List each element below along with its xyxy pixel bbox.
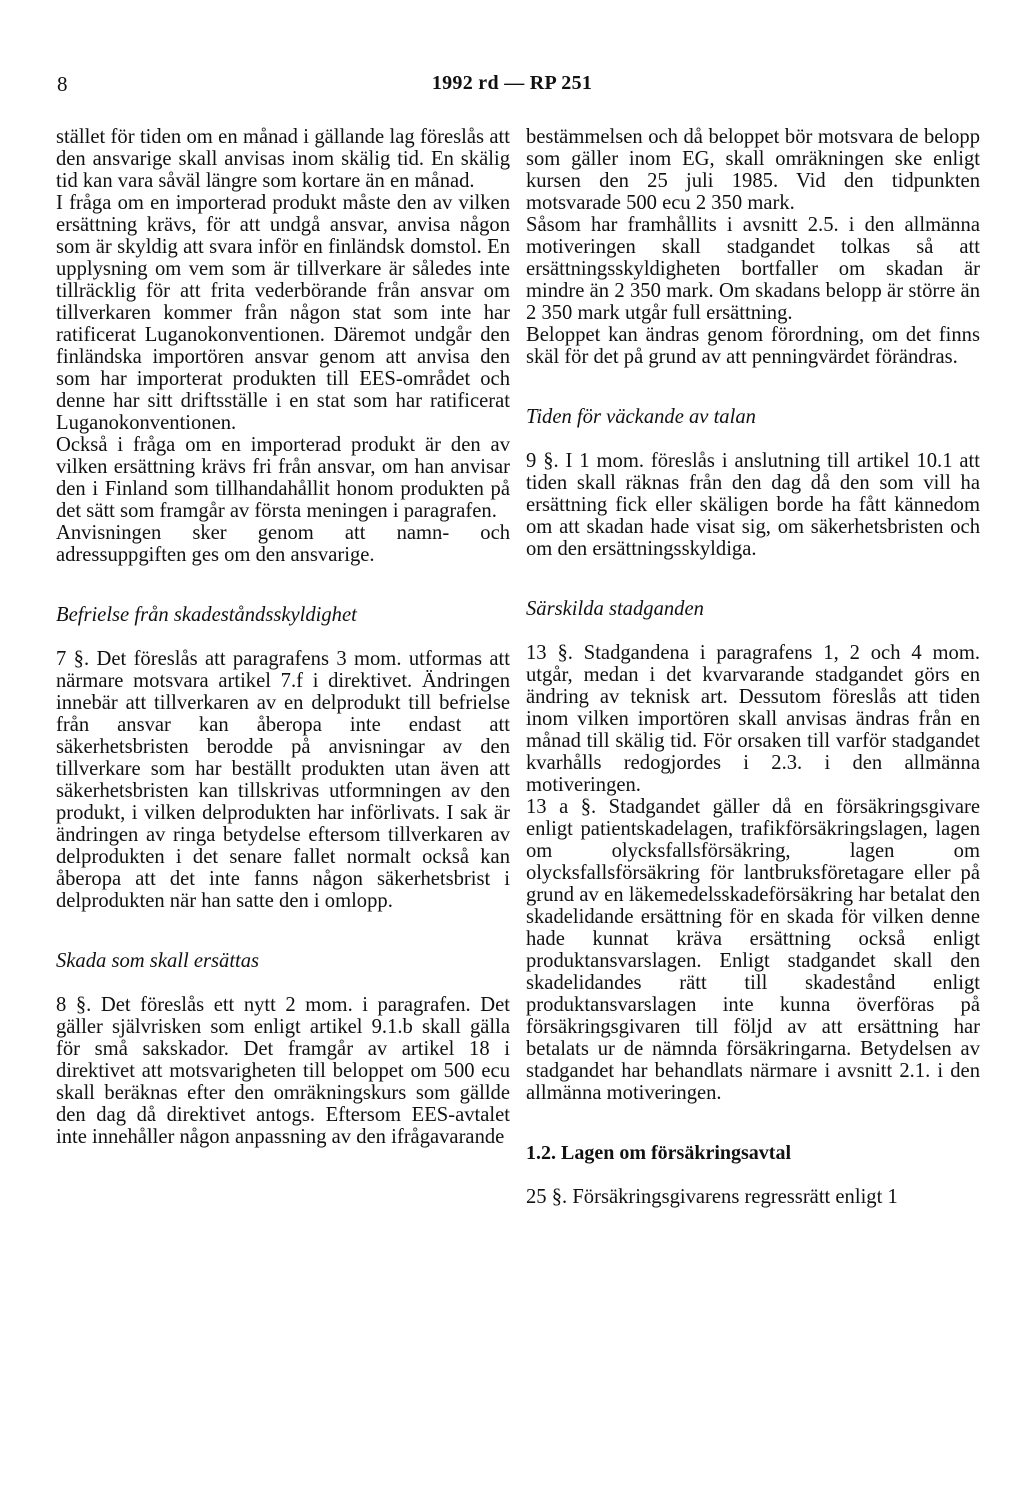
paragraph: Såsom har framhållits i avsnitt 2.5. i den allmänna motiveringen skall stadgandet tolkas så att ersättningsskyldigheten bortfaller om skadan är mindre än 2 350 mark. Om skadans belopp är större än 2 350 mark utgår full ersättning. <box>526 214 980 324</box>
right-column <box>526 126 980 1208</box>
section-heading: Befrielse från skadeståndsskyldighet <box>56 604 357 626</box>
paragraph: 8 §. Det föreslås ett nytt 2 mom. i paragrafen. Det gäller självrisken som enligt artikel 9.1.b skall gälla för små sakskador. Det framgår av artikel 18 i direktivet att motsvarigheten till beloppet om 500 ecu skall beräknas efter den omräkningskurs som gällde den dag då direktivet antogs. Eftersom EES-avtalet inte innehåller någon anpassning av den ifrågavarande <box>56 994 510 1148</box>
paragraph: 13 §. Stadgandena i paragrafens 1, 2 och 4 mom. utgår, medan i det kvarvarande stadgandet görs en ändring av teknisk art. Dessutom föreslås att tiden inom vilken importören skall anvisas ändras från en månad till skälig tid. För orsaken till varför stadgandet kvarhålls redogjordes i 2.3. i den allmänna motiveringen. <box>526 642 980 796</box>
paragraph: 25 §. Försäkringsgivarens regressrätt enligt 1 <box>526 1186 898 1208</box>
section-heading: Särskilda stadganden <box>526 598 704 620</box>
section-heading: Skada som skall ersättas <box>56 950 260 972</box>
paragraph: Också i fråga om en importerad produkt är den av vilken ersättning krävs fri från ansvar, om han anvisar den i Finland som tillhandahållit honom produkten på det sätt som framgår av första meningen i paragrafen. <box>56 434 510 522</box>
paragraph: Anvisningen sker genom att namn- och adressuppgiften ges om den ansvarige. <box>56 522 510 566</box>
page-header <box>0 72 1024 102</box>
page-number: 8 <box>57 72 68 96</box>
document-reference: 1992 rd — RP 251 <box>431 72 593 94</box>
paragraph: Beloppet kan ändras genom förordning, om det finns skäl för det på grund av att penningvärdet förändras. <box>526 324 980 368</box>
left-column <box>56 126 510 1148</box>
paragraph: I fråga om en importerad produkt måste den av vilken ersättning krävs, för att undgå ansvar, anvisa någon som är skyldig att svara inför en finländsk domstol. En upplysning om vem som är tillverkare är således inte tillräcklig för att frita vederbörande från ansvar om tillverkaren kommer från någon stat som inte har ratificerat Luganokonventionen. Däremot undgår den finländska importören ansvar genom att anvisa den som har importerat produkten till EES-området och denne har sitt driftsställe i en stat som har ratificerat Luganokonventionen. <box>56 192 510 434</box>
paragraph: 13 a §. Stadgandet gäller då en försäkringsgivare enligt patientskadelagen, trafikförsäkringslagen, lagen om olycksfallsförsäkring, lagen om olycksfallsförsäkring för lantbruksföretagare eller på grund av en läkemedelsskadeförsäkring har betalat den skadelidande ersättning för en skada för vilken denne hade kunnat kräva ersättning också enligt produktansvarslagen. Enligt stadgandet skall den skadelidandes rätt till skadestånd enligt produktansvarslagen inte kunna överföras på försäkringsgivaren till följd av att ersättning har betalats ur de nämnda försäkringarna. Betydelsen av stadgandet har behandlats närmare i avsnitt 2.1. i den allmänna motiveringen. <box>526 796 980 1104</box>
paragraph: bestämmelsen och då beloppet bör motsvara de belopp som gäller inom EG, skall omräkningen ske enligt kursen den 25 juli 1985. Vid den tidpunkten motsvarade 500 ecu 2 350 mark. <box>526 126 980 214</box>
section-heading: Tiden för väckande av talan <box>526 406 756 428</box>
chapter-heading: 1.2. Lagen om försäkringsavtal <box>526 1142 791 1164</box>
paragraph: 9 §. I 1 mom. föreslås i anslutning till artikel 10.1 att tiden skall räknas från den dag då den som vill ha ersättning fick eller skäligen borde ha fått kännedom om att skadan hade visat sig, om säkerhetsbristen och om den ersättningsskyldiga. <box>526 450 980 560</box>
paragraph: stället för tiden om en månad i gällande lag föreslås att den ansvarige skall anvisas inom skälig tid. En skälig tid kan vara såväl längre som kortare än en månad. <box>56 126 510 192</box>
paragraph: 7 §. Det föreslås att paragrafens 3 mom. utformas att närmare motsvara artikel 7.f i direktivet. Ändringen innebär att tillverkaren av en delprodukt till befrielse från ansvar kan åberopa inte endast att säkerhetsbristen berodde på anvisningar av den tillverkare som har beställt produkten utan även att säkerhetsbristen kan tillskrivas utformningen av den produkt, i vilken delprodukten har införlivats. I sak är ändringen av ringa betydelse eftersom tillverkaren av delprodukten i det senare fallet normalt också kan åberopa att det inte fanns någon säkerhetsbrist i delprodukten när han satte den i omlopp. <box>56 648 510 912</box>
